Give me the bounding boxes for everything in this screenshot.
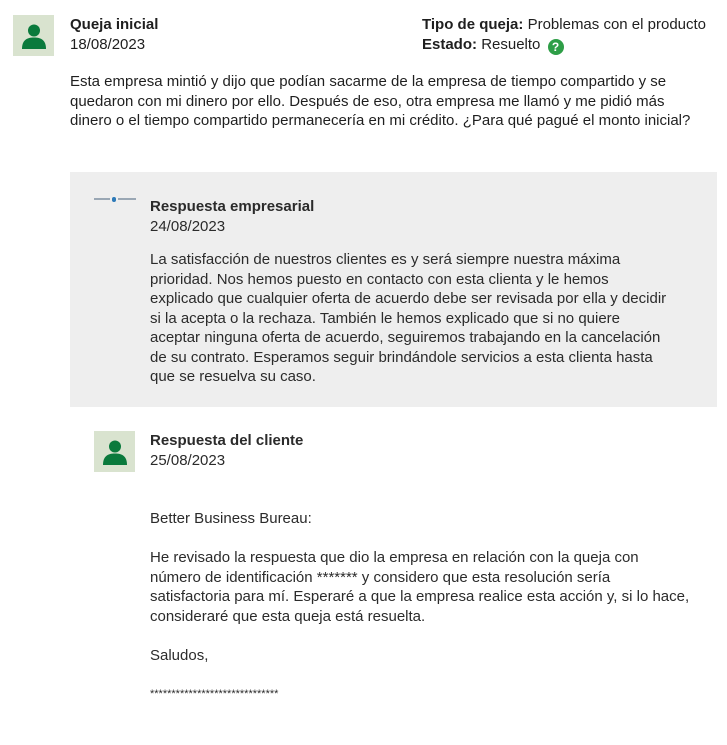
complainant-avatar bbox=[13, 15, 54, 56]
complaint-status-row bbox=[422, 35, 706, 55]
complaint-text bbox=[70, 72, 710, 131]
user-icon bbox=[103, 439, 127, 465]
business-response-body: La satisfacción de nuestros clientes es y será siempre nuestra máxima prioridad. Nos hemos puesto en contacto con esta clienta y le hemos explicado que cualquier oferta de acuerdo debe ser revisada por ella y decidir si la acepta o la rechaza. También le hemos explicado que si no quiere aceptar ninguna oferta de acuerdo, seguiremos trabajando en la cancelación de su contrato. Esperamos seguir brindándole servicios a esta clienta hasta que se resuelva su caso. bbox=[150, 251, 667, 385]
customer-avatar bbox=[94, 431, 135, 472]
customer-response-body: He revisado la respuesta que dio la empresa en relación con la queja con número de identificación ******* y considero que esta resolución sería satisfactoria para mí. Esperaré a que la empresa realice esta acción y, si lo hace, consideraré que esta queja está resuelta. bbox=[150, 549, 690, 625]
business-response-date: 24/08/2023 bbox=[150, 217, 226, 235]
complaint-date: 18/08/2023 bbox=[70, 35, 146, 53]
customer-response-text bbox=[150, 509, 690, 724]
business-response-header bbox=[150, 197, 314, 236]
customer-response-greeting: Better Business Bureau: bbox=[150, 510, 312, 527]
help-icon[interactable]: ? bbox=[548, 39, 564, 55]
customer-response-date: 25/08/2023 bbox=[150, 451, 226, 469]
user-icon bbox=[22, 23, 46, 49]
customer-response-header bbox=[150, 431, 303, 470]
customer-response-title: Respuesta del cliente bbox=[150, 432, 304, 449]
complaint-header bbox=[70, 15, 158, 54]
complaint-body: Esta empresa mintió y dijo que podían sacarme de la empresa de tiempo compartido y se quedaron con mi dinero por ello. Después de eso, otra empresa me llamó y me pidió más dinero o el tiempo compartido permanecería en mi crédito. ¿Para qué pagué el monto inicial? bbox=[70, 73, 691, 129]
customer-response-closing: Saludos, bbox=[150, 646, 209, 664]
complaint-type-value: Problemas con el producto bbox=[527, 16, 707, 33]
complaint-title: Queja inicial bbox=[70, 16, 159, 33]
complaint-meta bbox=[422, 15, 706, 55]
customer-response-signature: ****************************** bbox=[150, 687, 279, 700]
business-response-title: Respuesta empresarial bbox=[150, 198, 315, 215]
complaint-type-label: Tipo de queja: bbox=[422, 16, 524, 33]
complaint-type-row bbox=[422, 15, 706, 35]
business-logo bbox=[94, 196, 136, 202]
business-response-panel bbox=[70, 172, 717, 407]
complaint-status-label: Estado: bbox=[422, 35, 478, 53]
complaint-status-value: Resuelto bbox=[481, 35, 541, 53]
